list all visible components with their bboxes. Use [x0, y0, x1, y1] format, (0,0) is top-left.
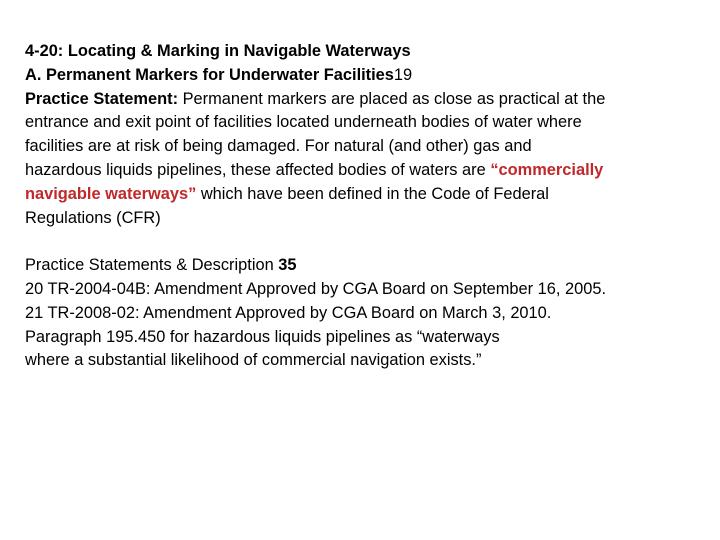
footnote-ref: 19	[393, 65, 413, 84]
practice-statement-text: which have been defined in the Code of Federal	[196, 184, 549, 203]
practice-statement-line-2: entrance and exit point of facilities located underneath bodies of water where	[25, 113, 582, 132]
practice-statement-line-5	[25, 183, 705, 207]
document-title: 4-20: Locating & Marking in Navigable Waterways	[25, 42, 411, 60]
highlighted-term: navigable waterways”	[25, 184, 197, 203]
footnote-paragraph-line-2: where a substantial likelihood of commercial navigation exists.”	[25, 351, 482, 370]
footer-heading	[25, 254, 705, 278]
practice-statement-text: Permanent markers are placed as close as practical at the	[178, 89, 606, 108]
practice-statement-label: Practice Statement:	[25, 89, 179, 108]
practice-statement-line-6: Regulations (CFR)	[25, 208, 161, 227]
practice-statement-line-3: facilities are at risk of being damaged. For natural (and other) gas and	[25, 137, 532, 156]
paragraph-spacer	[25, 230, 705, 254]
footnote-21: 21 TR-2008-02: Amendment Approved by CGA Board on March 3, 2010.	[25, 303, 552, 322]
document-page	[25, 40, 705, 373]
footer-label: Practice Statements & Description	[25, 256, 279, 275]
section-heading-text: A. Permanent Markers for Underwater Facilities	[25, 65, 394, 84]
practice-statement-line-4	[25, 159, 705, 183]
footnote-paragraph-line-1: Paragraph 195.450 for hazardous liquids pipelines as “waterways	[25, 327, 500, 346]
highlighted-term: “commercially	[490, 160, 604, 179]
practice-statement-line-1	[25, 88, 705, 112]
footnote-20: 20 TR-2004-04B: Amendment Approved by CGA Board on September 16, 2005.	[25, 279, 607, 298]
practice-statement-text: hazardous liquids pipelines, these affected bodies of waters are	[25, 160, 491, 179]
section-heading	[25, 64, 705, 88]
page-number: 35	[278, 256, 297, 275]
